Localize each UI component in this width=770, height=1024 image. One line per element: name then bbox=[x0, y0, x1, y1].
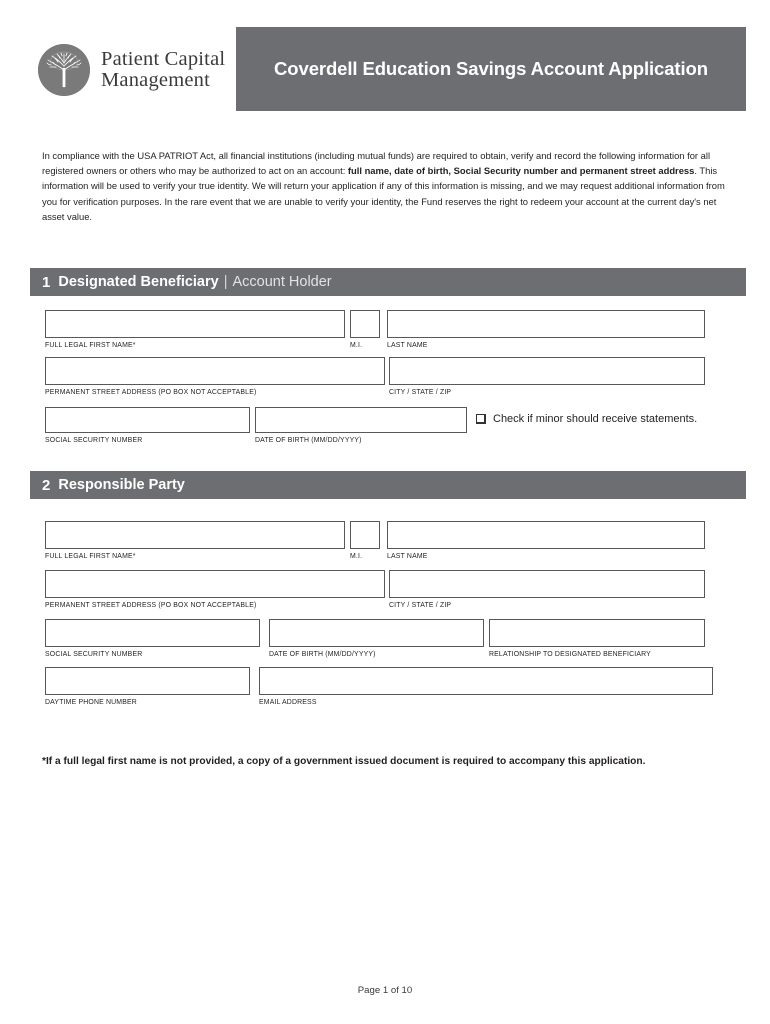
field-email-address bbox=[259, 667, 713, 707]
disclosure-required-items: full name, date of birth, Social Security number and permanent street address bbox=[347, 165, 695, 177]
responsible-city-state-zip-label: CITY / STATE / ZIP bbox=[389, 601, 452, 609]
beneficiary-street-address-input[interactable] bbox=[45, 357, 385, 385]
beneficiary-middle-initial-input[interactable] bbox=[350, 310, 380, 338]
responsible-date-of-birth-input[interactable] bbox=[269, 619, 484, 647]
responsible-ssn-input[interactable] bbox=[45, 619, 260, 647]
section-header-responsible-party bbox=[30, 471, 746, 499]
responsible-last-name-input[interactable] bbox=[387, 521, 705, 549]
section-title-divider: | bbox=[223, 273, 228, 290]
email-address-label: EMAIL ADDRESS bbox=[259, 698, 317, 706]
field-beneficiary-street-address bbox=[45, 357, 385, 397]
field-beneficiary-first-name bbox=[45, 310, 345, 350]
checkbox-icon[interactable] bbox=[476, 414, 486, 424]
minor-statements-checkbox-label: Check if minor should receive statements. bbox=[493, 413, 698, 425]
page-number-footer: Page 1 of 10 bbox=[357, 985, 413, 996]
minor-statements-checkbox-row[interactable] bbox=[476, 413, 697, 425]
field-beneficiary-middle-initial bbox=[350, 310, 380, 350]
section-header-designated-beneficiary bbox=[30, 268, 746, 296]
patriot-act-disclosure bbox=[42, 148, 734, 224]
responsible-first-name-input[interactable] bbox=[45, 521, 345, 549]
responsible-middle-initial-input[interactable] bbox=[350, 521, 380, 549]
responsible-date-of-birth-label: DATE OF BIRTH (MM/DD/YYYY) bbox=[269, 650, 376, 658]
field-relationship-to-beneficiary bbox=[489, 619, 705, 659]
section-number: 1 bbox=[42, 273, 51, 291]
section-subtitle: Account Holder bbox=[232, 273, 332, 290]
brand-logo bbox=[38, 44, 225, 96]
beneficiary-street-address-label: PERMANENT STREET ADDRESS (PO BOX NOT ACCEPTABLE) bbox=[45, 388, 257, 396]
field-responsible-street-address bbox=[45, 570, 385, 610]
field-responsible-middle-initial bbox=[350, 521, 380, 561]
relationship-to-beneficiary-label: RELATIONSHIP TO DESIGNATED BENEFICIARY bbox=[489, 650, 651, 658]
responsible-city-state-zip-input[interactable] bbox=[389, 570, 705, 598]
masthead bbox=[0, 0, 770, 130]
responsible-last-name-label: LAST NAME bbox=[387, 552, 428, 560]
field-responsible-last-name bbox=[387, 521, 705, 561]
relationship-to-beneficiary-input[interactable] bbox=[489, 619, 705, 647]
daytime-phone-label: DAYTIME PHONE NUMBER bbox=[45, 698, 137, 706]
page-title: Coverdell Education Savings Account Application bbox=[274, 58, 708, 79]
beneficiary-city-state-zip-label: CITY / STATE / ZIP bbox=[389, 388, 452, 396]
beneficiary-first-name-label: FULL LEGAL FIRST NAME* bbox=[45, 341, 136, 349]
responsible-street-address-input[interactable] bbox=[45, 570, 385, 598]
responsible-middle-initial-label: M.I. bbox=[350, 552, 363, 560]
daytime-phone-input[interactable] bbox=[45, 667, 250, 695]
disclosure-part-2: . This information will be used to verify your true identity. We will return your application if any of this information is missing, and we may request additional information from you for verification purposes. In the rare event that we are unable to verify your identity, the Fund reserves the right to redeem your account at the current day's net asset value. bbox=[42, 165, 725, 222]
beneficiary-middle-initial-label: M.I. bbox=[350, 341, 363, 349]
field-responsible-city-state-zip bbox=[389, 570, 705, 610]
section-number: 2 bbox=[42, 476, 51, 494]
brand-name-line2: Management bbox=[101, 69, 211, 91]
beneficiary-ssn-label: SOCIAL SECURITY NUMBER bbox=[45, 436, 143, 444]
beneficiary-city-state-zip-input[interactable] bbox=[389, 357, 705, 385]
email-address-input[interactable] bbox=[259, 667, 713, 695]
header-title-bar bbox=[236, 27, 746, 111]
disclosure-part-1: In compliance with the USA PATRIOT Act, all financial institutions (including mutual funds) are required to obtain, verify and record the following information for all registered owners or others who may be authorized to act on an account: bbox=[42, 150, 711, 177]
first-name-footnote: *If a full legal first name is not provided, a copy of a government issued document is required to accompany this application. bbox=[42, 756, 646, 767]
field-beneficiary-date-of-birth bbox=[255, 407, 467, 445]
beneficiary-last-name-label: LAST NAME bbox=[387, 341, 428, 349]
beneficiary-date-of-birth-label: DATE OF BIRTH (MM/DD/YYYY) bbox=[255, 436, 362, 444]
section-title: Designated Beneficiary bbox=[58, 273, 219, 290]
field-beneficiary-city-state-zip bbox=[389, 357, 705, 397]
brand-wordmark bbox=[101, 49, 225, 92]
field-responsible-ssn bbox=[45, 619, 260, 659]
field-daytime-phone bbox=[45, 667, 250, 707]
field-beneficiary-last-name bbox=[387, 310, 705, 350]
beneficiary-date-of-birth-input[interactable] bbox=[255, 407, 467, 433]
section-title: Responsible Party bbox=[58, 476, 185, 493]
field-responsible-first-name bbox=[45, 521, 345, 561]
beneficiary-first-name-input[interactable] bbox=[45, 310, 345, 338]
brand-name-line1: Patient Capital bbox=[101, 47, 226, 70]
responsible-ssn-label: SOCIAL SECURITY NUMBER bbox=[45, 650, 143, 658]
tree-in-circle-icon bbox=[38, 44, 90, 96]
field-beneficiary-ssn bbox=[45, 407, 250, 445]
responsible-street-address-label: PERMANENT STREET ADDRESS (PO BOX NOT ACCEPTABLE) bbox=[45, 601, 257, 609]
beneficiary-ssn-input[interactable] bbox=[45, 407, 250, 433]
responsible-first-name-label: FULL LEGAL FIRST NAME* bbox=[45, 552, 136, 560]
field-responsible-date-of-birth bbox=[269, 619, 484, 659]
beneficiary-last-name-input[interactable] bbox=[387, 310, 705, 338]
